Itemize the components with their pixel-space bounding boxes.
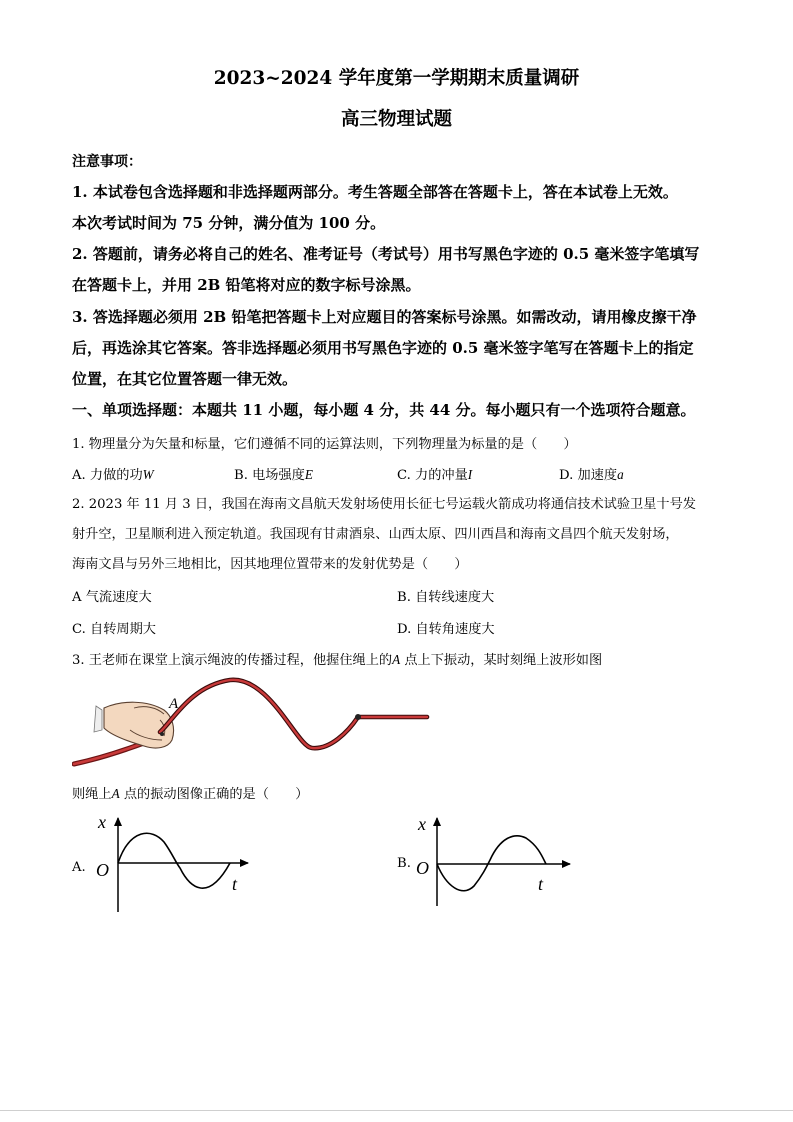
point-a-dot [160,732,164,736]
q3-question: 则绳上A 点的振动图像正确的是（ ） [72,786,309,802]
graph-b-x-label: t [538,874,544,894]
graph-a-origin-label: O [96,860,109,880]
section-heading: 一、单项选择题：本题共 11 小题，每小题 4 分，共 44 分。每小题只有一个选项符合题意。 [72,401,696,419]
q1-option-c: C. 力的冲量I [397,467,473,483]
graph-a-option: A. [72,860,86,875]
q1-option-d: D. 加速度a [559,467,624,483]
graph-a [90,808,260,916]
q2-option-b: B. 自转线速度大 [397,590,495,605]
q2-line-1: 2. 2023 年 11 月 3 日，我国在海南文昌航天发射场使用长征七号运载火箭成功将通信技术试验卫星十号发 [72,497,696,512]
graph-b [410,808,580,910]
page-bottom-divider [0,1110,793,1111]
q2-option-a: A 气流速度大 [72,590,152,605]
notice-line-4: 在答题卡上，并用 2B 铅笔将对应的数字标号涂黑。 [72,276,421,294]
graph-b-option: B. [397,856,411,871]
graph-a-curve [118,833,230,888]
q1-option-b: B. 电场强度E [234,467,313,483]
graph-b-y-label: x [418,814,426,834]
q2-option-c: C. 自转周期大 [72,622,156,637]
point-a-label: A [169,696,179,712]
exam-subtitle: 高三物理试题 [340,109,452,130]
graph-a-y-label: x [98,812,106,832]
wave-front-dot [355,714,361,720]
rope-wave [160,680,427,748]
exam-title: 2023~2024 学年度第一学期期末质量调研 [213,68,580,89]
q1-stem: 1. 物理量分为矢量和标量，它们遵循不同的运算法则，下列物理量为标量的是（ ） [72,437,577,452]
hand-icon [94,702,174,748]
rope-wave-figure [72,672,432,772]
q2-option-d: D. 自转角速度大 [397,622,495,637]
notice-line-1: 1. 本试卷包含选择题和非选择题两部分。考生答题全部答在答题卡上，答在本试卷上无效。 [72,183,678,201]
q3-stem: 3. 王老师在课堂上演示绳波的传播过程，他握住绳上的A 点上下振动，某时刻绳上波形如图 [72,652,603,668]
graph-b-origin-label: O [416,858,429,878]
notice-line-7: 位置，在其它位置答题一律无效。 [72,370,298,388]
q2-line-2: 射升空，卫星顺利进入预定轨道。我国现有甘肃酒泉、山西太原、四川西昌和海南文昌四个航天发射场， [72,527,679,542]
notice-line-3: 2. 答题前，请务必将自己的姓名、准考证号（考试号）用书写黑色字迹的 0.5 毫米签字笔填写 [72,245,700,263]
q2-line-3: 海南文昌与另外三地相比，因其地理位置带来的发射优势是（ ） [72,557,468,572]
notice-line-5: 3. 答选择题必须用 2B 铅笔把答题卡上对应题目的答案标号涂黑。如需改动，请用橡皮擦干净 [72,308,697,326]
notice-line-6: 后，再选涂其它答案。答非选择题必须用书写黑色字迹的 0.5 毫米签字笔写在答题卡上的指定 [72,339,694,357]
q1-option-a: A. 力做的功W [72,467,154,483]
notice-line-2: 本次考试时间为 75 分钟，满分值为 100 分。 [72,214,386,232]
notice-heading: 注意事项： [72,154,142,170]
graph-a-x-label: t [232,874,238,894]
